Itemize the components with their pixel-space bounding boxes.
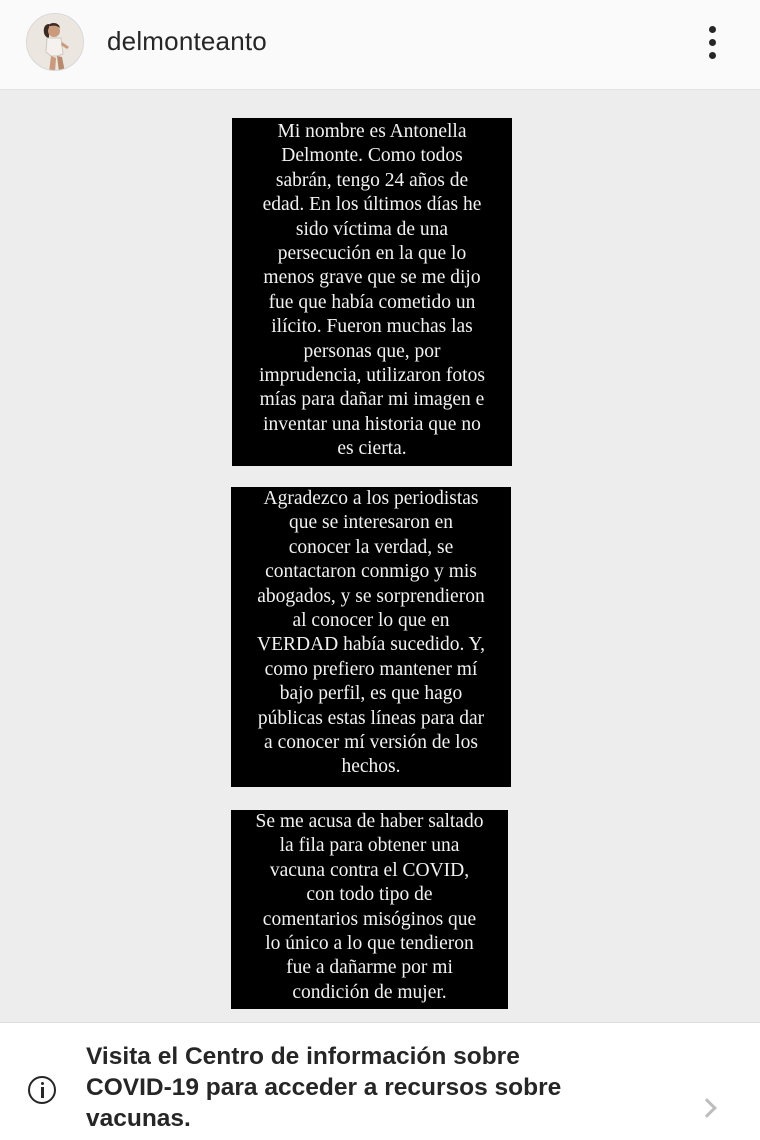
story-text-block: [231, 487, 511, 787]
text-line: ilícito. Fueron muchas las: [271, 316, 473, 338]
text-line: edad. En los últimos días he: [262, 194, 482, 216]
text-line: Mi nombre es Antonella: [277, 121, 467, 142]
covid-info-banner[interactable]: [0, 1022, 760, 1140]
story-text-block: [231, 810, 508, 1009]
text-line: Delmonte. Como todos: [281, 145, 463, 167]
text-line: al conocer lo que en: [292, 610, 450, 632]
text-line: como prefiero mantener mí: [264, 658, 478, 680]
text-line: VERDAD había sucedido. Y,: [256, 634, 485, 656]
avatar[interactable]: [26, 13, 84, 71]
text-line: contactaron conmigo y mis: [265, 561, 477, 583]
text-line: personas que, por: [303, 340, 441, 362]
more-options-button[interactable]: [696, 20, 730, 66]
covid-info-line: vacunas.: [86, 1105, 191, 1132]
post-header: [0, 0, 760, 90]
text-line: abogados, y se sorprendieron: [257, 585, 485, 607]
text-line: que se interesaron en: [288, 512, 454, 534]
more-vertical-icon: [709, 26, 716, 33]
text-line: a conocer mí versión de los: [264, 732, 478, 754]
text-line: persecución en la que lo: [277, 243, 467, 265]
covid-info-line: COVID-19 para acceder a recursos sobre: [86, 1074, 562, 1101]
text-line: fue a dañarme por mi: [286, 957, 453, 979]
text-line: condición de mujer.: [292, 981, 447, 1003]
text-line: vacuna contra el COVID,: [269, 859, 470, 881]
text-line: conocer la verdad, se: [288, 536, 454, 558]
profile-photo: [27, 14, 84, 71]
username[interactable]: delmonteanto: [107, 26, 267, 56]
text-line: la fila para obtener una: [279, 835, 460, 857]
text-line: inventar una historia que no: [263, 413, 481, 435]
text-line: menos grave que se me dijo: [263, 267, 481, 289]
text-line: Agradezco a los periodistas: [263, 488, 479, 509]
info-icon: [28, 1076, 56, 1104]
story-image: [0, 90, 760, 1022]
chevron-right-icon[interactable]: [697, 1098, 717, 1118]
text-line: bajo perfil, es que hago: [279, 683, 463, 705]
text-line: es cierta.: [337, 438, 407, 460]
text-line: con todo tipo de: [306, 884, 433, 906]
text-line: fue que había cometido un: [268, 291, 476, 313]
text-line: comentarios misóginos que: [262, 908, 477, 930]
text-line: sido víctima de una: [295, 218, 449, 240]
covid-info-line: Visita el Centro de información sobre: [86, 1043, 520, 1070]
text-line: imprudencia, utilizaron fotos: [259, 365, 485, 387]
story-text-block: [232, 118, 512, 466]
text-line: hechos.: [341, 756, 401, 778]
text-line: sabrán, tengo 24 años de: [275, 169, 469, 191]
covid-info-text[interactable]: [86, 1041, 646, 1134]
text-line: lo único a lo que tendieron: [265, 933, 474, 955]
text-line: públicas estas líneas para dar: [257, 707, 485, 729]
text-line: mías para dañar mi imagen e: [259, 389, 485, 411]
text-line: Se me acusa de haber saltado: [255, 811, 484, 832]
